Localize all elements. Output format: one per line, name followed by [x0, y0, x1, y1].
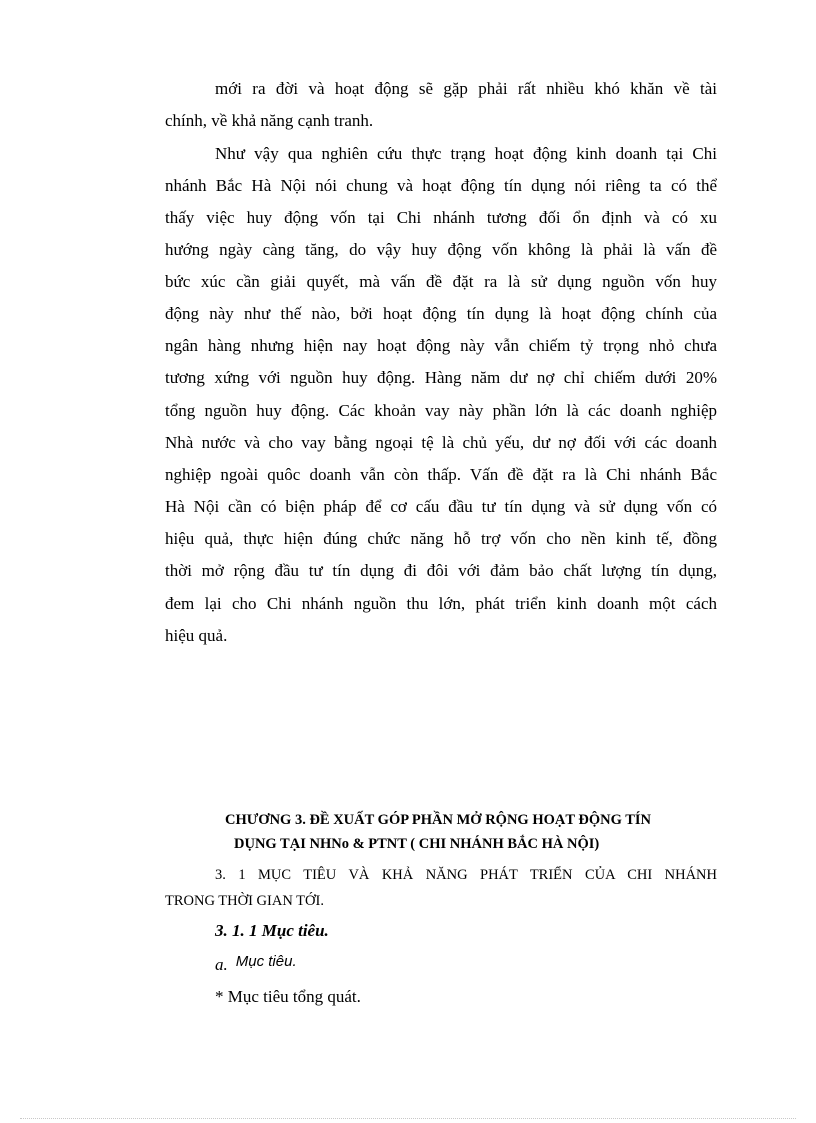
paragraph-line: Như vậy qua nghiên cứu thực trạng hoạt động kinh doanh tại Chi: [215, 144, 717, 163]
chapter-title: CHƯƠNG 3. ĐỀ XUẤT GÓP PHẦN MỞ RỘNG HOẠT ĐỘNG TÍN: [225, 812, 652, 828]
paragraph-line: hiệu quả, thực hiện đúng chức năng hỗ trợ vốn cho nền kinh tế, đồng: [165, 529, 717, 548]
section-title: TRONG THỜI GIAN TỚI.: [165, 893, 324, 909]
list-item-text: Mục tiêu.: [235, 953, 297, 970]
paragraph-line: Hà Nội cần có biện pháp để cơ cấu đầu tư tín dụng và sử dụng vốn có: [165, 497, 717, 516]
paragraph-line: tổng nguồn huy động. Các khoản vay này phần lớn là các doanh nghiệp: [165, 401, 717, 420]
paragraph-line: hiệu quả.: [165, 626, 228, 645]
paragraph-line: mới ra đời và hoạt động sẽ gặp phải rất nhiều khó khăn về tài: [215, 79, 717, 98]
paragraph-line: thời mở rộng đầu tư tín dụng đi đôi với đảm bảo chất lượng tín dụng,: [165, 561, 717, 580]
paragraph-line: thấy việc huy động vốn tại Chi nhánh tương đối ổn định và có xu: [165, 208, 717, 227]
paragraph-line: nhánh Bắc Hà Nội nói chung và hoạt động tín dụng nói riêng ta có thể: [165, 176, 717, 195]
bullet-item: * Mục tiêu tổng quát.: [215, 987, 361, 1006]
section-title: 3. 1 MỤC TIÊU VÀ KHẢ NĂNG PHÁT TRIỂN CỦA CHI NHÁNH: [215, 867, 717, 883]
page-divider: [20, 1118, 796, 1119]
paragraph-line: tương xứng với nguồn huy động. Hàng năm dư nợ chỉ chiếm dưới 20%: [165, 368, 717, 387]
list-item-letter: a.: [215, 955, 228, 974]
paragraph-line: động này như thế nào, bởi hoạt động tín dụng là hoạt động chính của: [165, 304, 717, 323]
list-item-a: [215, 955, 297, 976]
paragraph-line: Nhà nước và cho vay bằng ngoại tệ là chủ yếu, dư nợ đối với các doanh: [165, 433, 717, 452]
chapter-title: DỤNG TẠI NHNo & PTNT ( CHI NHÁNH BẮC HÀ NỘI): [234, 836, 600, 852]
paragraph-line: nghiệp ngoài quôc doanh vẫn còn thấp. Vấn đề đặt ra là Chi nhánh Bắc: [165, 465, 717, 484]
subsection-title: 3. 1. 1 Mục tiêu.: [215, 921, 329, 940]
paragraph-line: đem lại cho Chi nhánh nguồn thu lớn, phát triển kinh doanh một cách: [165, 594, 717, 613]
paragraph-line: chính, về khả năng cạnh tranh.: [165, 111, 374, 130]
paragraph-line: bức xúc cần giải quyết, mà vấn đề đặt ra là sử dụng nguồn vốn huy: [165, 272, 717, 291]
paragraph-line: hướng ngày càng tăng, do vậy huy động vốn không là phải là vấn đề: [165, 240, 717, 259]
paragraph-line: ngân hàng nhưng hiện nay hoạt động này vẫn chiếm tỷ trọng nhỏ chưa: [165, 336, 717, 355]
